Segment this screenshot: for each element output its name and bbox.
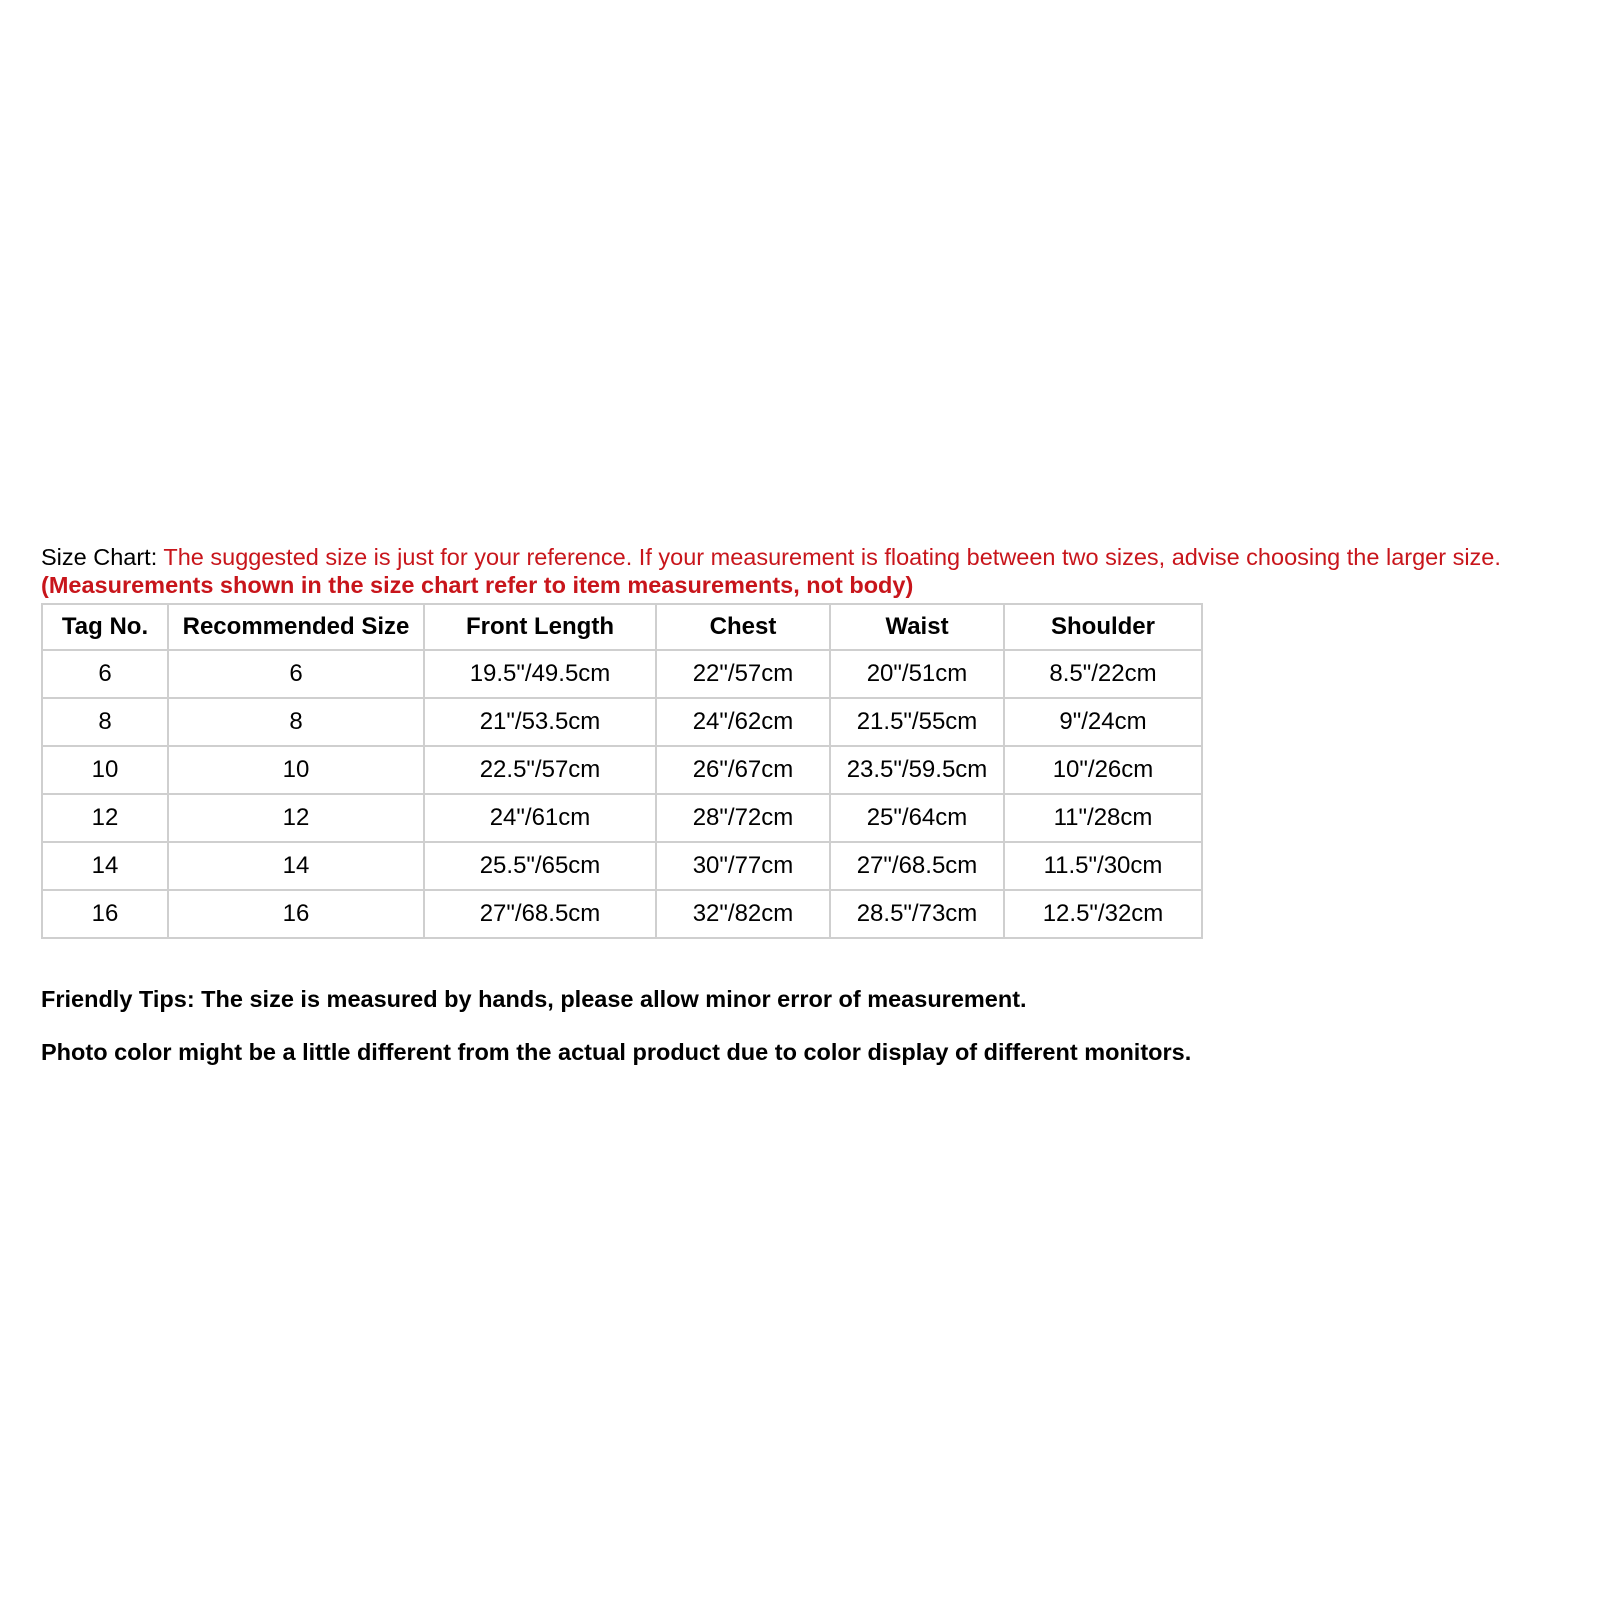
cell-tag-no: 8 xyxy=(42,698,168,746)
size-chart-table xyxy=(41,603,1203,939)
cell-tag-no: 6 xyxy=(42,650,168,698)
cell-shoulder: 9"/24cm xyxy=(1004,698,1202,746)
cell-waist: 28.5"/73cm xyxy=(830,890,1004,938)
header-tag-no: Tag No. xyxy=(42,604,168,650)
cell-front-length: 19.5"/49.5cm xyxy=(424,650,656,698)
size-chart-intro xyxy=(41,543,1571,599)
cell-shoulder: 11"/28cm xyxy=(1004,794,1202,842)
cell-chest: 24"/62cm xyxy=(656,698,830,746)
cell-recommended-size: 10 xyxy=(168,746,424,794)
table-row xyxy=(42,698,1202,746)
cell-shoulder: 12.5"/32cm xyxy=(1004,890,1202,938)
header-front-length: Front Length xyxy=(424,604,656,650)
cell-shoulder: 10"/26cm xyxy=(1004,746,1202,794)
size-chart-description: The suggested size is just for your reference. If your measurement is floating between two sizes, advise choosing the larger size. xyxy=(163,544,1501,570)
cell-recommended-size: 12 xyxy=(168,794,424,842)
cell-tag-no: 16 xyxy=(42,890,168,938)
table-row xyxy=(42,746,1202,794)
color-disclaimer: Photo color might be a little different from the actual product due to color display of different monitors. xyxy=(41,1039,1192,1065)
cell-chest: 28"/72cm xyxy=(656,794,830,842)
cell-tag-no: 12 xyxy=(42,794,168,842)
header-chest: Chest xyxy=(656,604,830,650)
cell-front-length: 22.5"/57cm xyxy=(424,746,656,794)
cell-recommended-size: 16 xyxy=(168,890,424,938)
cell-recommended-size: 8 xyxy=(168,698,424,746)
header-shoulder: Shoulder xyxy=(1004,604,1202,650)
cell-front-length: 21"/53.5cm xyxy=(424,698,656,746)
cell-front-length: 27"/68.5cm xyxy=(424,890,656,938)
size-chart-label: Size Chart xyxy=(41,544,151,570)
cell-waist: 27"/68.5cm xyxy=(830,842,1004,890)
cell-shoulder: 8.5"/22cm xyxy=(1004,650,1202,698)
cell-chest: 26"/67cm xyxy=(656,746,830,794)
cell-recommended-size: 6 xyxy=(168,650,424,698)
cell-waist: 20"/51cm xyxy=(830,650,1004,698)
table-row xyxy=(42,650,1202,698)
cell-tag-no: 10 xyxy=(42,746,168,794)
cell-recommended-size: 14 xyxy=(168,842,424,890)
cell-chest: 32"/82cm xyxy=(656,890,830,938)
header-waist: Waist xyxy=(830,604,1004,650)
cell-waist: 25"/64cm xyxy=(830,794,1004,842)
friendly-tip: Friendly Tips: The size is measured by hands, please allow minor error of measurement. xyxy=(41,986,1027,1012)
cell-chest: 30"/77cm xyxy=(656,842,830,890)
cell-waist: 21.5"/55cm xyxy=(830,698,1004,746)
table-header-row xyxy=(42,604,1202,650)
table-row xyxy=(42,842,1202,890)
header-recommended-size: Recommended Size xyxy=(168,604,424,650)
intro-separator: : xyxy=(150,544,164,570)
table-row xyxy=(42,794,1202,842)
cell-waist: 23.5"/59.5cm xyxy=(830,746,1004,794)
table-row xyxy=(42,890,1202,938)
measurement-note: (Measurements shown in the size chart refer to item measurements, not body) xyxy=(41,572,914,598)
cell-tag-no: 14 xyxy=(42,842,168,890)
cell-front-length: 25.5"/65cm xyxy=(424,842,656,890)
cell-shoulder: 11.5"/30cm xyxy=(1004,842,1202,890)
cell-front-length: 24"/61cm xyxy=(424,794,656,842)
cell-chest: 22"/57cm xyxy=(656,650,830,698)
